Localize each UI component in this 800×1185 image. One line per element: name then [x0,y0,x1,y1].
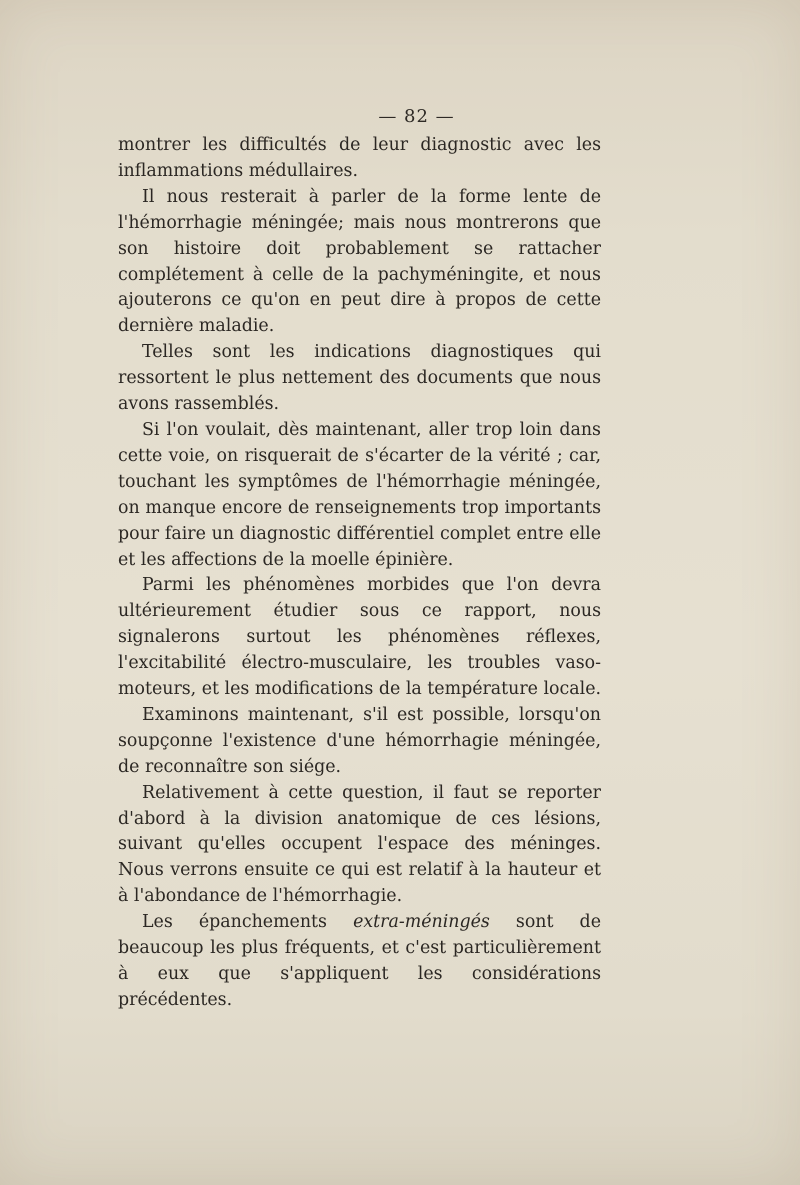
text-run: Telles sont les indications diagnostiques qui ressortent le plus nettement des documents que nous avons rassemblés. [118,342,601,415]
paragraph [118,185,601,340]
page-number: — 82 — [378,106,455,127]
text-run: Les épanchements [142,912,354,933]
text-run: Parmi les phénomènes morbides que l'on devra ultérieurement étudier sous ce rapport, nous signalerons surtout les phénomènes réflexes, l'excitabilité électro-musculaire, les troubles vaso-moteurs, et les modifications de la température locale. [118,575,602,700]
paragraph [118,573,601,703]
paragraph [118,781,601,911]
emphasized-text: extra-méningés [353,912,490,933]
text-run: Si l'on voulait, dès maintenant, aller trop loin dans cette voie, on risquerait de s'écarter de la vérité ; car, touchant les symptômes de l'hémorrhagie méningée, on manque encore de renseignements trop importants pour faire un diagnostic différentiel complet entre elle et les affections de la moelle épinière. [118,419,601,570]
body-text [118,133,601,1014]
text-run: montrer les difficultés de leur diagnostic avec les inflammations médullaires. [118,135,601,181]
text-run: Il nous resterait à parler de la forme lente de l'hémorrhagie méningée; mais nous montrerons que son histoire doit probablement se rattacher complétement à celle de la pachyméningite, et nous ajouterons ce qu'on en peut dire à propos de cette dernière maladie. [118,186,601,337]
paragraph [118,418,601,573]
paragraph [118,133,601,185]
paragraph [118,340,601,418]
text-run: Examinons maintenant, s'il est possible, lorsqu'on soupçonne l'existence d'une hémorrhagie méningée, de reconnaître son siége. [118,704,601,777]
paragraph [118,910,601,1014]
text-run: sont de beaucoup les plus fréquents, et c'est particulièrement à eux que s'appliquent les considérations précédentes. [118,912,601,1010]
text-run: Relativement à cette question, il faut se reporter d'abord à la division anatomique de ces lésions, suivant qu'elles occupent l'espace des méninges. Nous verrons ensuite ce qui est relatif à la hauteur et à l'abondance de l'hémorrhagie. [118,782,601,907]
paragraph [118,703,601,781]
